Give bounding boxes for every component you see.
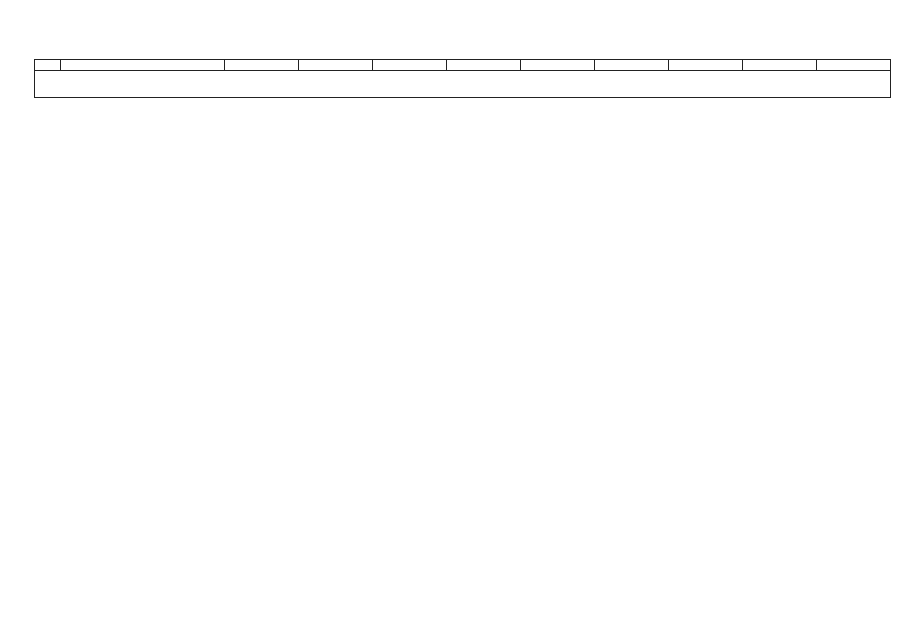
row-number-cell	[35, 60, 61, 71]
section-header-row	[35, 71, 891, 98]
data-table	[34, 59, 891, 98]
row-name-cell	[61, 60, 225, 71]
table-row-continuation	[35, 60, 891, 71]
section-header-body	[35, 71, 891, 98]
table-body-top	[35, 60, 891, 71]
section-header	[35, 71, 891, 98]
